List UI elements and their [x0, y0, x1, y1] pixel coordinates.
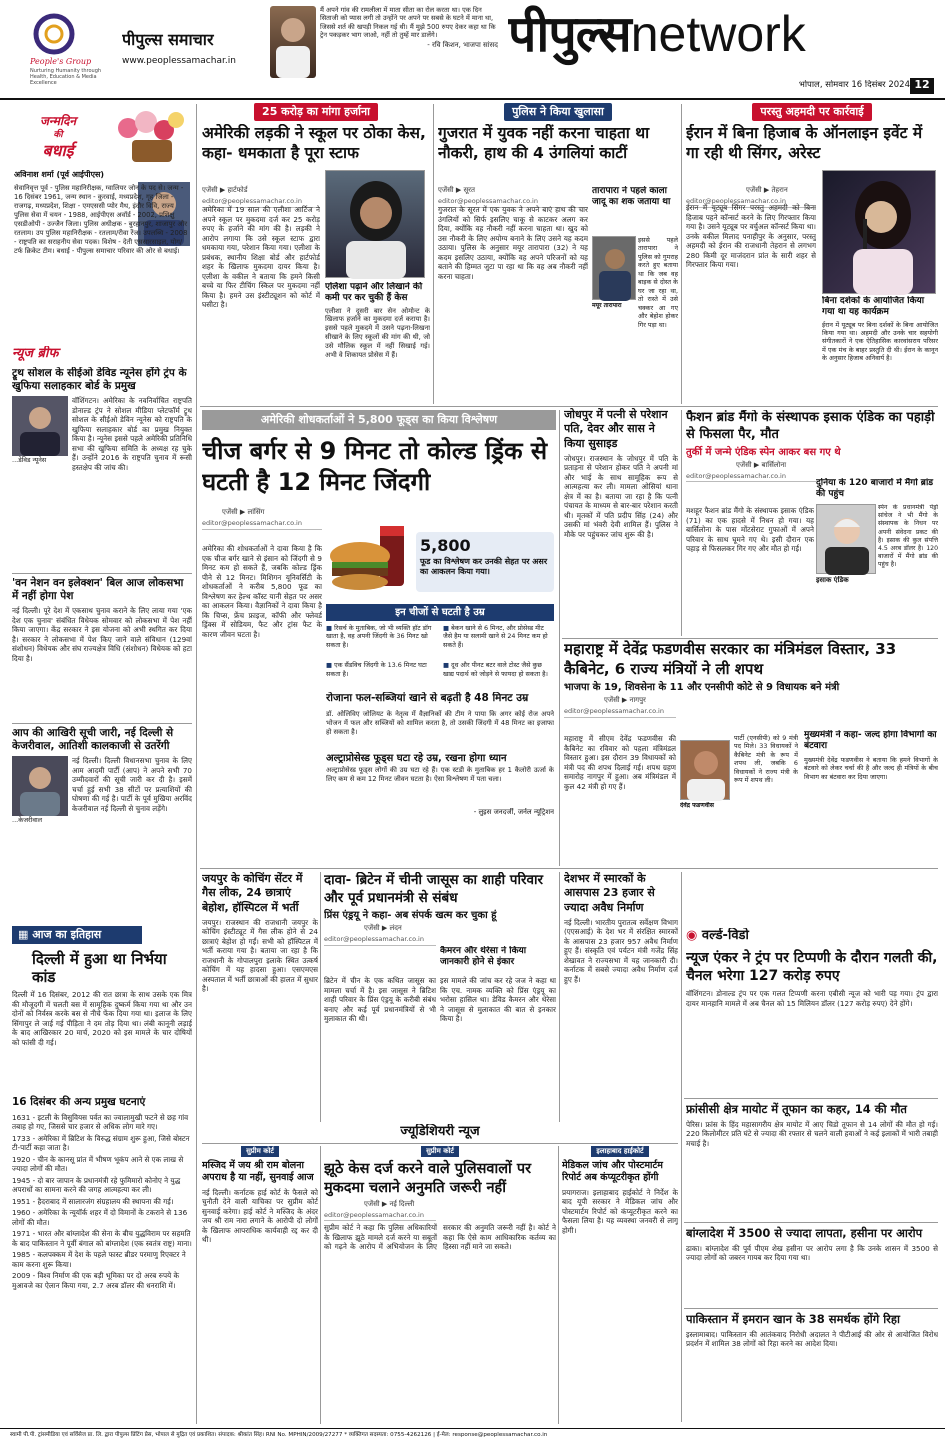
- quote-portrait: [270, 6, 316, 78]
- story-burger: [202, 410, 556, 866]
- story-headline: झूठे केस दर्ज करने वाले पुलिसवालों पर मुकदमा चलाने अनुमति जरूरी नहीं: [324, 1161, 532, 1196]
- column-divider: [559, 872, 560, 1122]
- brief-headline: ट्रूथ सोशल के सीईओ डेविड न्यूनेस होंगे ट्रंप के खुफिया सलाहकार बोर्ड के प्रमुख: [12, 366, 187, 393]
- mango-caption-head: दुनिया के 120 बाजारों में मैंगो ब्रांड की पहुंच: [816, 478, 934, 500]
- story-pakistan: [686, 1312, 938, 1422]
- story-email: editor@peoplessamachar.co.in: [686, 472, 816, 482]
- brief-text: नई दिल्ली। दिल्ली विधानसभा चुनाव के लिए आम आदमी पार्टी (आप) ने अपने सभी 70 उम्मीदवारों की सूची जारी कर दी है। इसमें चर्चा हुई सभी 38 सीटों पर प्रत्याशियों की घोषणा की गई है। पार्टी के पूर्व मुखिया अरविंद केजरीवाल नई दिल्ली से चुनाव लड़ेंगे।: [72, 756, 192, 813]
- birthday-title-bottom: बधाई: [42, 141, 74, 161]
- singer-icon: [823, 171, 937, 295]
- right-text: मुख्यमंत्री देवेंद्र फडणवीस ने बताया कि हमने विभागों के बंटवारे को लेकर चर्चा की है और जल्द ही मंत्रियों के बीच विभाग का बंटवारा कर दिया जाएगा।: [804, 756, 938, 781]
- judiciary: [202, 1124, 678, 1424]
- story-spy: [324, 872, 556, 1122]
- brief-headline: आप की आखिरी सूची जारी, नई दिल्ली से केजरीवाल, आतिशी कालकाजी से उतरेंगी: [12, 726, 174, 753]
- stat-box: [416, 532, 554, 592]
- judiciary-center: [324, 1146, 556, 1424]
- person-icon: [12, 396, 68, 456]
- history-event: 1971 - भारत और बांग्लादेश की सेना के बीच युद्धविराम पर सहमति के बाद पाकिस्तान ने पूर्वी बंगाल को बांग्लादेश (एक स्वतंत्र राष्ट्र) माना।: [12, 1229, 192, 1248]
- column-divider: [320, 1146, 321, 1424]
- story-email: editor@peoplessamachar.co.in: [324, 1211, 436, 1221]
- story-text: इस्लामाबाद। पाकिस्तान की आतंकवाद निरोधी अदालत ने पीटीआई की ओर से आयोजित विरोध प्रदर्शन में शामिल 38 लोगों को रिहा करने का आदेश दिया।: [686, 1329, 938, 1349]
- story-sub: भाजपा के 19, शिवसेना के 11 और एनसीपी कोटे से 9 विधायक बने मंत्री: [564, 682, 840, 693]
- quote-author: - लुइस जनदर्जी, जर्नल न्यूट्रिशन: [473, 808, 554, 816]
- news-brief-label: न्यूज ब्रीफ: [12, 346, 59, 361]
- story-text: नई दिल्ली। भारतीय पुरातत्व सर्वेक्षण विभाग (एएसआई) के देश भर में संरक्षित स्मारकों के आसपास 23 हजार 957 अवैध निर्माण हुए हैं। संस्कृति एवं पर्यटन मंत्री गजेंद्र सिंह शेखावत ने राज्यसभा में यह जानकारी दी। कर्नाटक में सबसे ज्यादा अवैध निर्माण दर्ज हुए हैं।: [564, 917, 678, 984]
- history-event: 1631 - इटली के विसुवियस पर्वत का ज्वालामुखी फटने से छह गांव तबाह हो गए, जिससे चार हजार से अधिक लोग मारे गए।: [12, 1112, 189, 1132]
- story-headline: देशभर में स्मारकों के आसपास 23 हजार से ज्यादा अवैध निर्माण: [564, 872, 655, 914]
- footer-text: स्वामी पी.पी. ट्रांसमीडिया एवं सर्विसेज प्रा. लि. द्वारा पीपुल्स प्रिंटिंग प्रेस, भोपाल से मुद्रित एवं प्रकाशित। संपादक: श्रीकांत सिंह। RNI No. MPHIN/2009/27277 * व्यक्तिगत सदस्यता: 0755-4262126 | ई-मेल: response@peoplessamachar.co.in: [10, 1432, 548, 1438]
- world-video-label: [686, 928, 938, 945]
- column-divider: [559, 410, 560, 866]
- column-divider: [196, 104, 197, 1424]
- row-divider: [684, 1308, 938, 1309]
- story-text: मशहूर फैशन ब्रांड मैंगो के संस्थापक इसाक एंडिक (71) का एक हादसे में निधन हो गया। यह बार्सिलोना के पास मोंटसेराट गुफाओं में अपने परिवार के साथ घूमने गए थे। इसी दौरान एक पहाड़ से फिसलकर गिर गए और मौत हो गई।: [686, 506, 814, 553]
- brand-hindi: पीपुल्स: [508, 5, 631, 63]
- story-sub: प्रिंस एंड्रयू ने कहा- अब संपर्क खत्म कर चुका हूं: [324, 910, 497, 922]
- judiciary-left: [202, 1146, 318, 1424]
- story-text: पेरिस। फ्रांस के हिंद महासागरीय क्षेत्र मायोट में आए चिडो तूफान से 14 लोगों की मौत हो गई। 220 किलोमीटर प्रति घंटे से ज्यादा की रफ्तार से चलने वाली हवाओं ने कई इलाकों में भारी तबाही मचाई है।: [686, 1119, 938, 1148]
- bullet-icon: ■: [443, 624, 452, 632]
- side-text: पार्टी (एनसीपी) को 9 मंत्री पद मिले। 33 विधायकों ने कैबिनेट मंत्री के रूप में शपथ ली, जबकि 6 विधायकों ने राज्य मंत्री के रूप में शपथ ली।: [734, 734, 798, 785]
- story-headline: अमेरिकी लड़की ने स्कूल पर ठोका केस, कहा- धमकाता है पूरा स्टाफ: [202, 124, 426, 163]
- person-icon: [12, 756, 68, 816]
- history-event: 1945 - दो बार जापान के प्रधानमंत्री रहे फुमिमारो कोनोए ने युद्ध अपराधों का सामना करने की जगह आत्महत्या कर ली।: [12, 1175, 181, 1195]
- brief-photo: [12, 396, 68, 456]
- story-maharashtra: [564, 640, 938, 868]
- woman-icon: [326, 171, 426, 279]
- story-text: प्रयागराज। इलाहाबाद हाईकोर्ट ने निर्देश के बाद यूपी सरकार ने मेडिकल जांच और पोस्टमार्टम रिपोर्ट को कंप्यूटरीकृत करने का फैसला लिया है। यह व्यवस्था जनवरी से लागू होगी।: [562, 1187, 678, 1235]
- birthday-title: [18, 114, 98, 166]
- story-photo: [822, 170, 936, 294]
- bullet-item: [326, 661, 437, 688]
- story-caption-box: [592, 186, 678, 402]
- story-headline: दावा- ब्रिटेन में चीनी जासूस का शाही परिवार और पूर्व प्रधानमंत्री से संबंध: [324, 872, 543, 906]
- bullet-icon: ■: [443, 661, 452, 670]
- bullet-item: [443, 624, 554, 659]
- row-divider: [200, 868, 938, 869]
- story-text: जोधपुर। राजस्थान के जोधपुर में पति के प्रताड़ना से परेशान होकर पति ने अपनी मां और भाई के साथ सामूहिक रूप से आत्महत्या कर ली। मामला ओसियां थाना क्षेत्र में का है। बताया जा रहा है कि पत्नी पंचायत के माध्यम से बार-बार परेशान करती थी। मृतकों में पति प्रदीप सिंह (24) और उसकी मां भंवरी देवी शामिल हैं। पुलिस ने मौके पर पहुंचकर जांच शुरू की है।: [564, 453, 678, 539]
- story-monuments: [564, 872, 678, 1122]
- story-email: editor@peoplessamachar.co.in: [686, 197, 816, 207]
- story-headline: पाकिस्तान में इमरान खान के 38 समर्थक होंगे रिहा: [686, 1312, 900, 1326]
- column-divider: [433, 104, 434, 404]
- story-headline: जयपुर के कोचिंग सेंटर में गैस लीक, 24 छात्राएं बेहोश, हॉस्पिटल में भर्ती: [202, 872, 303, 914]
- story-text: अमेरिका की शोधकर्ताओं ने दावा किया है कि एक चीज बर्गर खाने से इंसान को जिंदगी से 9 मिनट कम हो सकते हैं, जबकि कोल्ड ड्रिंक पीने से 12 मिनट। मिशिगन यूनिवर्सिटी के शोधकर्ताओं ने करीब 5,800 फूड का विश्लेषण कर हेल्थ कॉस्ट यानी सेहत पर असर का आकलन किया। वैज्ञानिकों ने दावा किया है कि चिप्स, फ्रेंच फ्राइज, कॉफी और फ्लेवर्ड ड्रिंक्स में सोडियम, फैट और ट्रांस फैट के कारण जीवन घटता है।: [202, 544, 322, 639]
- sub-headline: रोजाना फल-सब्जियां खाने से बढ़ती है 48 मिनट उम्र: [326, 692, 529, 704]
- story-byline: एजेंसी ▶ हार्टफोर्ड: [202, 186, 248, 195]
- story-caption-box: [822, 296, 938, 402]
- logo-ring-icon: [30, 10, 78, 58]
- story-france: [686, 1102, 938, 1222]
- footer: [0, 1428, 945, 1445]
- bullet-text: रिसर्च के मुताबिक, जो भी व्यक्ति हॉट डॉग खाता है, वह अपनी जिंदगी के 36 मिनट खो सकता है।: [326, 624, 432, 649]
- story-byline: एजेंसी ▶ लांसिंग: [222, 508, 265, 517]
- brief-headline: 'वन नेशन वन इलेक्शन' बिल आज लोकसभा में नहीं होगा पेश: [12, 576, 184, 603]
- story-headline: मस्जिद में जय श्री राम बोलना अपराध है या नहीं, सुनवाई आज: [202, 1160, 314, 1184]
- story-text: ईरान में यूट्यूब सिंगर परस्तु अहमदी को बिना हिजाब पहने कॉन्सर्ट करने के लिए गिरफ्तार किया गया है। उसने यूट्यूब पर वर्चुअल कॉन्सर्ट किया था। उनके वकील मिलाद पनाहीपुर के अनुसार, परस्तु अहमदी को ईरान की राजधानी तेहरान से लगभग 280 किमी दूर माजंदरान प्रांत के सारी शहर से गिरफ्तार किया गया।: [686, 203, 816, 269]
- story-kicker: 25 करोड़ का मांगा हर्जाना: [254, 103, 378, 121]
- caption-text: एलीशा ने दूसरी बार सेन ओमोन्ट के खिलाफ हर्जाने का मुकदमा दर्ज कराया है। इससे पहले मुकदमे में उसने पढ़ना-लिखना सीखाने के लिए स्कूलों की मांग की थी, जो उसे मौलिक स्कूल में नहीं सिखाई गई। अभी वे शिकायत प्रोसेस में हैं।: [325, 306, 430, 360]
- history-event: 1960 - अमेरिका के न्यूयॉर्क शहर में दो विमानों के टकराने से 136 लोगों की मौत।: [12, 1208, 188, 1227]
- history-event: 1733 - अमेरिका में ब्रिटिश के विरुद्ध संग्राम शुरू हुआ, जिसे बोस्टन टी-पार्टी कहा जाता है।: [12, 1133, 190, 1153]
- story-byline: एजेंसी ▶ नागपुर: [604, 696, 646, 704]
- story-sub: तुर्की में जन्मे एंडिक स्पेन आकर बस गए थे: [686, 446, 841, 458]
- bullet-icon: ■: [326, 661, 335, 670]
- row-divider: [684, 1098, 938, 1099]
- caption-text: इससे पहले तारापारा ने पुलिस को गुमराह करते हुए बताया था कि जब वह बाइक से दोस्त के घर जा रहा था, तो रास्ते में उसे चक्कर आ गए और बेहोश होकर गिर पड़ा था।: [638, 236, 678, 329]
- story-email: editor@peoplessamachar.co.in: [202, 519, 322, 529]
- story-text: गुजरात के सूरत में एक युवक ने अपने बाएं हाथ की चार उंगलियों को सिर्फ इसलिए चाकू से काटकर अलग कर दिया, क्योंकि वह नौकरी नहीं करना चाहता था। खुद को उस नौकरी के लिए अयोग्य बनाने के लिए उसने यह कदम उठाया। पुलिस के अनुसार मयूर तारापारा (32) ने यह कदम इसलिए उठाया, क्योंकि वह अपने परिजनों को यह बताने की हिम्मत जुटा पा रहा था कि वह अब नौकरी नहीं करना चाहता।: [438, 205, 588, 281]
- history-events: [12, 1113, 192, 1413]
- story-text: सुप्रीम कोर्ट ने कहा कि पुलिस अधिकारियों के खिलाफ झूठे मामले दर्ज करने या सबूतों को गढ़ने के आरोप में अभियोजन के लिए सरकार की अनुमति जरूरी नहीं है। कोर्ट ने कहा कि ऐसे काम आधिकारिक कर्तव्य का हिस्सा नहीं माने जा सकते।: [324, 1223, 556, 1252]
- stat-text: फूड का विश्लेषण कर उनकी सेहत पर असर का आकलन किया गया।: [420, 556, 548, 577]
- history-label: [12, 926, 142, 944]
- story-headline: चीज बर्गर से 9 मिनट तो कोल्ड ड्रिंक से घटती है 12 मिनट जिंदगी: [202, 437, 548, 497]
- story-bangladesh: [686, 1226, 938, 1308]
- row-divider: [200, 406, 938, 407]
- row-divider: [562, 638, 938, 639]
- bullet-text: दूध और पीनट बटर वाले टोस्ट जैसे कुछ खाद्य पदार्थ को जोड़ने से फायदा हो सकता है।: [443, 661, 548, 678]
- caption-head: बिना दर्शकों के आयोजित किया गया था यह कार्यक्रम: [822, 296, 925, 318]
- history-events-title: 16 दिसंबर की अन्य प्रमुख घटनाएं: [12, 1096, 146, 1109]
- masthead-quote: [320, 6, 498, 88]
- person-icon: [270, 6, 316, 78]
- column-divider: [681, 872, 682, 1422]
- story-byline: एजेंसी ▶ नई दिल्ली: [364, 1199, 415, 1208]
- story-photo: [816, 504, 876, 574]
- brand-logo: [508, 2, 938, 74]
- person-icon: [817, 505, 877, 575]
- birthday-title-mid: की: [53, 129, 63, 140]
- person-icon: [681, 741, 731, 801]
- bullet-text: एक सैंडविच जिंदगी के 13.6 मिनट घटा सकता है।: [326, 661, 427, 678]
- history-event: 2009 - विश्व निर्माण की एक बड़ी भूमिका पर दो अरब रुपये के मुआवजे का ऐलान किया गया, 2.7 अरब डॉलर की धनराशि में।: [12, 1271, 180, 1290]
- brand-english: network: [630, 6, 806, 62]
- story-text: ढाका। बांग्लादेश की पूर्व पीएम शेख हसीना पर आरोप लगा है कि उनके शासन में 3500 से ज्यादा लोगों को जबरन गायब कर दिया गया था।: [686, 1243, 938, 1263]
- history-text: दिल्ली में 16 दिसंबर, 2012 की रात छात्रा के साथ उसके एक मित्र की मौजूदगी में चलती बस में सामूहिक दुष्कर्म किया गया था और उन दोनों को निर्वस्त्र करके बस से नीचे फेंक दिया गया था। इलाज के लिए सिंगापुर ले जाई गई पीड़िता ने दम तोड़ दिया था। लंबी कानूनी लड़ाई के बाद आखिरकार 20 मार्च, 2020 को इस मामले के चार दोषियों को फांसी दी गई।: [12, 990, 192, 1047]
- photo-caption: देवेंद्र फडणवीस: [680, 802, 714, 809]
- column-divider: [681, 104, 682, 404]
- story-byline: एजेंसी ▶ लंदन: [364, 924, 402, 933]
- story-photo: [680, 740, 730, 800]
- birthday-box: [12, 108, 192, 340]
- sub-text: डॉ. ओलिविए जोलियट के नेतृत्व में वैज्ञानिकों की टीम ने पाया कि अगर कोई रोज अपने भोजन में फल और सब्जियों को शामिल करता है, तो उसकी जिंदगी में 48 मिनट का इजाफा हो सकता है।: [326, 710, 554, 736]
- brief-item: [12, 367, 192, 573]
- story-headline: जोधपुर में पत्नी से परेशान पति, देवर और सास ने किया सुसाइड: [564, 408, 668, 450]
- dateline: भोपाल, सोमवार 16 दिसंबर 2024: [798, 80, 910, 90]
- story-email: editor@peoplessamachar.co.in: [202, 197, 320, 207]
- bullet-item: [443, 661, 554, 688]
- group-name: People's Group: [30, 57, 92, 66]
- birthday-details: सेवानिवृत्त पूर्व - पुलिस महानिरीक्षक, ग्वालियर जोन के पद से। जन्म - 16 दिसंबर 1961, जन्म स्थान - कुरवाई, मध्यप्रदेश, गृह जिला - राजगढ़, मध्यप्रदेश, शिक्षा - एमएससी प्योर मैथ, इंदौर विवि, राज्य पुलिस सेवा में चयन - 1988, आईपीएस अवॉर्ड - 2002, प्रशिक्षु एसडीओपी - उज्जैन जिला। पुलिस अधीक्षक - बुरहानपुर, शाजापुर और रतलाम। उप पुलिस महानिरीक्षक - रतलाम/रीवा रेंज। उपलब्धि - 2008 - राष्ट्रपति का सराहनीय सेवा पदक। विशेष - देती एससारसाइल, योग/ टर्फ क्रिकेट टीम। बधाई - पीपुल्स समाचार परिवार की ओर से बधाई।: [14, 184, 188, 255]
- court-tag: सुप्रीम कोर्ट: [421, 1146, 459, 1157]
- column-divider: [681, 410, 682, 636]
- mango-caption-text: स्पेन के प्रधानमंत्री पेड्रो सांचेज ने भी मैंगो के संस्थापक के निधन पर अपनी संवेदना प्रकट की है। इसाक की कुल संपत्ति 4.5 अरब डॉलर है। 120 बाजारों में मैंगो ब्रांड की पहुंच है।: [878, 504, 938, 569]
- bullet-text: बेकन खाने से 6 मिनट, और प्रोसेस्ड मीट जैसे हैम या सलामी खाने से 24 मिनट कम हो सकते हैं।: [443, 624, 548, 649]
- brief-photo: [12, 756, 68, 816]
- story-kicker: अमेरिकी शोधकर्ताओं ने 5,800 फूड्स का किया विश्लेषण: [202, 410, 556, 430]
- column-divider: [558, 1146, 559, 1424]
- photo-caption: इसाक एंडिक: [816, 576, 849, 584]
- small-brand-name: पीपुल्स समाचार: [122, 30, 214, 49]
- story-email: editor@peoplessamachar.co.in: [564, 707, 676, 717]
- history-event: 1951 - हैदराबाद में सालारजंग संग्रहालय की स्थापना की गई।: [12, 1196, 174, 1206]
- bullets: [326, 624, 554, 688]
- story-byline: एजेंसी ▶ सूरत: [438, 186, 476, 195]
- brief-text: नई दिल्ली। पूरे देश में एकसाथ चुनाव कराने के लिए लाया गया 'एक देश एक चुनाव' संबंधित विधेयक सोमवार को लोकसभा में पेश नहीं किया जाएगा। केंद्र सरकार ने इस योजना को अभी स्थगित कर दिया है। सरकार ने लोकसभा में पेश किए जाने वाले संविधान (129वां संशोधन) विधेयक और संघ राज्यक्षेत्र विधि (संशोधन) विधेयक को हटा दिया है।: [12, 606, 192, 663]
- bullet-item: [326, 624, 437, 659]
- world-video-label-text: वर्ल्ड-विडो: [701, 928, 749, 943]
- brief-item: [12, 723, 192, 913]
- story-text: जयपुर। राजस्थान की राजधानी जयपुर के कोचिंग इंस्टीट्यूट में गैस लीक होने से 24 छात्राएं बेहोश हो गईं। सभी को हॉस्पिटल में भर्ती कराया गया है। बताया जा रहा है कि राजधानी के गोपालपुरा इलाके स्थित उत्कर्ष कोचिंग में यह हादसा हुआ। एसएमएस अस्पताल में भर्ती छात्राओं की हालत में सुधार है।: [202, 917, 318, 994]
- quote-text: मैं अपने गांव की रामलीला में माता सीता का रोल करता था। एक दिन सिताजी को प्यास लगी तो उन्होंने पर अपने पर सबसे के घटने में माना था, जिससे शर्त की खपड़ी निकल गई थी। मैं मुझे 500 रुपए देकर कहा था कि ट्रेन पकड़कर भाग जाओ, नहीं तो तुम्हें मार डालेंगे।: [320, 6, 496, 40]
- story-photo: [592, 236, 636, 300]
- story-headline: फ्रांसीसी क्षेत्र मायोट में तूफान का कहर, 14 की मौत: [686, 1102, 907, 1116]
- group-logo: [30, 10, 78, 58]
- bullet-icon: ■: [326, 624, 335, 632]
- brief-caption: ...केजरीवाल: [12, 816, 43, 825]
- court-tag: सुप्रीम कोर्ट: [241, 1146, 279, 1157]
- news-brief: [12, 346, 192, 920]
- quote-author: - रवि किशन, भाजपा सांसद: [427, 40, 498, 49]
- masthead: [0, 0, 945, 100]
- story-text: अमेरिका में 19 साल की एलीशा आर्टिज ने अपने स्कूल पर मुकदमा दर्ज कर 25 करोड़ रुपए के हर्जाने की मांग की है। लड़की ने आरोप लगाया कि उसे स्कूल स्टाफ द्वारा धमकाया गया, परेशान किया गया। एलीशा के प्रबंधक, स्थानीय शिक्षा बोर्ड और हार्टफोर्ड शहर के खिलाफ मुकदमा दायर किया है। एलीशा के वकील ने बताया कि हमने किसी बच्चे या फिर टीचिंग स्किल पर मुकदमा नहीं किया है। हमने उस इंस्टीट्यूशन को कोर्ट में घसीटा है।: [202, 205, 320, 309]
- caption-head: एलिशा पढ़ाने और लिखाने की कमी पर कर चुकी हैं केस: [325, 282, 423, 304]
- side-text: इस मामले की जांच कर रहे जज ने कहा था कि एच. नामक व्यक्ति को प्रिंस एंड्रयू का भरोसा हासिल था। डेविड कैमरन और थेरेसा ने जासूस से मुलाकात की बात से इनकार किया है।: [440, 976, 556, 1023]
- story-kicker: पुलिस ने किया खुलासा: [504, 103, 612, 121]
- story-caption-box: [325, 282, 430, 402]
- history-event: 1920 - चीन के कानसू प्रांत में भीषण भूकंप आने से एक लाख से ज्यादा लोगों की मौत।: [12, 1154, 184, 1174]
- sub2-text: अल्ट्राप्रोसेस्ड फूड्स लोगों की उम्र घटा रहे हैं। एक स्टडी के मुताबिक हर 1 कैलोरी ऊर्जा के लिए कम से कम 12 मिनट जीवन घटता है। ऐसा विश्लेषण में पता चला।: [326, 766, 554, 783]
- burger-photo: [326, 520, 416, 600]
- story-jodhpur: [564, 408, 678, 636]
- sub2-headline: अल्ट्राप्रोसेस्ड फूड्स घटा रहे उम्र, रखना होगा ध्यान: [326, 753, 507, 764]
- person-icon: [593, 237, 637, 301]
- story-headline: महाराष्ट्र में देवेंद्र फडणवीस सरकार का मंत्रिमंडल विस्तार, 33 कैबिनेट, 6 राज्य मंत्रियों ने ली शपथ: [564, 640, 897, 678]
- brief-item: [12, 573, 192, 723]
- group-tagline: Nurturing Humanity through Health, Education & Media Excellence: [30, 68, 102, 86]
- brief-text: वॉशिंगटन। अमेरिका के नवनिर्वाचित राष्ट्रपति डोनाल्ड ट्रंप ने सोशल मीडिया प्लेटफॉर्म ट्रूथ सोशल के सीईओ डेविन न्यूनेस को राष्ट्रपति के खुफिया सलाहकार बोर्ड का प्रमुख नियुक्त किया है। न्यूनेस इससे पहले अमेरिकी प्रतिनिधि सभा की खुफिया समिति के अध्यक्ष रह चुके हैं। उन्होंने 2016 के राष्ट्रपति चुनाव में रूसी हस्तक्षेप की जांच की।: [72, 396, 192, 472]
- judiciary-label: ज्यूडिशियरी न्यूज: [202, 1124, 678, 1144]
- birthday-title-top: जन्मदिन: [39, 114, 77, 128]
- judiciary-right: [562, 1146, 678, 1424]
- subsection-head: इन चीजों से घटती है उम्र: [326, 604, 554, 621]
- story-kicker: परस्तु अहमदी पर कार्रवाई: [752, 103, 871, 121]
- photo-caption: मयूर तारापारा: [592, 302, 622, 309]
- story-email: editor@peoplessamachar.co.in: [324, 935, 436, 945]
- story-headline: मेडिकल जांच और पोस्टमार्टम रिपोर्ट अब कंप्यूटरीकृत होंगी: [562, 1160, 663, 1184]
- stat-number: 5,800: [420, 536, 471, 555]
- row-divider: [684, 1222, 938, 1223]
- right-head: मुख्यमंत्री ने कहा- जल्द होगा विभागों का बंटवारा: [804, 730, 937, 752]
- caption-text: ईरान में यूट्यूब पर बिना दर्शकों के बिना आयोजित किया गया था। अहमदी और उनके चार सहयोगी संगीतकारों ने एक ऐतिहासिक कारवांसराय परिसर में एक मंच के बाहर प्रस्तुति दी थी। ईरान के कानून के अनुसार हिजाब अनिवार्य है।: [822, 320, 938, 363]
- history-label-text: आज का इतिहास: [32, 928, 102, 941]
- story-byline: एजेंसी ▶ तेहरान: [746, 186, 788, 195]
- story-headline: फैशन ब्रांड मैंगो के संस्थापक इसाक एंडिक का पहाड़ी से फिसला पैर, मौत: [686, 410, 935, 442]
- story-headline: न्यूज एंकर ने ट्रंप पर टिप्पणी के दौरान गलती की, चैनल भरेगा 127 करोड़ रुपए: [686, 949, 938, 985]
- story-coaching: [202, 872, 318, 1122]
- birthday-person-name: अविनाश शर्मा (पूर्व आईपीएस): [14, 170, 105, 179]
- story-headline: ईरान में बिना हिजाब के ऑनलाइन इवेंट में गा रही थी सिंगर, अरेस्ट: [686, 124, 923, 163]
- story-headline: बांग्लादेश में 3500 से ज्यादा लापता, हसीना पर आरोप: [686, 1226, 923, 1240]
- court-tag: इलाहाबाद हाईकोर्ट: [591, 1146, 648, 1157]
- column-divider: [320, 872, 321, 1122]
- world-icon: ◉: [686, 928, 702, 943]
- history-event: 1985 - कलपक्कम में देश के पहले फास्ट ब्रीडर परमाणु रिएक्टर ने काम करना शुरू किया।: [12, 1250, 186, 1269]
- calendar-icon: ▦: [18, 928, 33, 941]
- story-text: ब्रिटेन में चीन के एक कथित जासूस का मामला चर्चा में है। इस जासूस ने ब्रिटिश शाही परिवार के प्रिंस एंड्रयू के करीबी संबंध बनाए और कई पूर्व प्रधानमंत्रियों से भी मुलाकात की थी।: [324, 976, 436, 1023]
- history-headline: दिल्ली में हुआ था निर्भया कांड: [32, 950, 167, 987]
- story-byline: एजेंसी ▶ बार्सिलोना: [736, 460, 787, 469]
- page-number: 12: [910, 78, 934, 94]
- story-text: महाराष्ट्र में सीएम देवेंद्र फडणवीस की कैबिनेट का रविवार को पहला मंत्रिमंडल विस्तार हुआ। इस दौरान 39 विधायकों को मंत्री पद की शपथ दिलाई गई। शपथ ग्रहण समारोह नागपुर में हुआ। अब मंत्रिमंडल में कुल 42 मंत्री हो गए हैं।: [564, 734, 676, 791]
- story-photo: [325, 170, 425, 278]
- story-headline: गुजरात में युवक नहीं करना चाहता था नौकरी, हाथ की 4 उंगलियां काटीं: [438, 124, 650, 163]
- story-text: नई दिल्ली। कर्नाटक हाई कोर्ट के फैसले को चुनौती देने वाली याचिका पर सुप्रीम कोर्ट सुनवाई करेगा। हाई कोर्ट ने मस्जिद के अंदर जय श्री राम नारा लगाने के आरोपी दो लोगों के खिलाफ आपराधिक कार्यवाही रद्द कर दी थी।: [202, 1187, 318, 1245]
- burger-icon: [326, 520, 416, 600]
- story-text: वॉशिंगटन। डोनाल्ड ट्रंप पर एक गलत टिप्पणी करना एबीसी न्यूज को भारी पड़ गया। ट्रंप द्वारा दायर मानहानि मामले में अब चैनल को 15 मिलियन डॉलर (127 करोड़ रुपए) देने होंगे।: [686, 989, 938, 1008]
- website-link[interactable]: www.peoplessamachar.in: [122, 56, 236, 66]
- brief-caption: ...डेविड न्यूनेस: [12, 456, 47, 465]
- world-video: [686, 928, 938, 1098]
- caption-head: तारापारा ने पहले काला जादू का शक जताया था: [592, 186, 671, 208]
- story-email: editor@peoplessamachar.co.in: [438, 197, 588, 207]
- flowers-icon: [112, 108, 188, 164]
- history-box: [12, 926, 192, 1430]
- side-head: कैमरन और थेरेसा ने किया जानकारी होने से इंकार: [440, 946, 527, 968]
